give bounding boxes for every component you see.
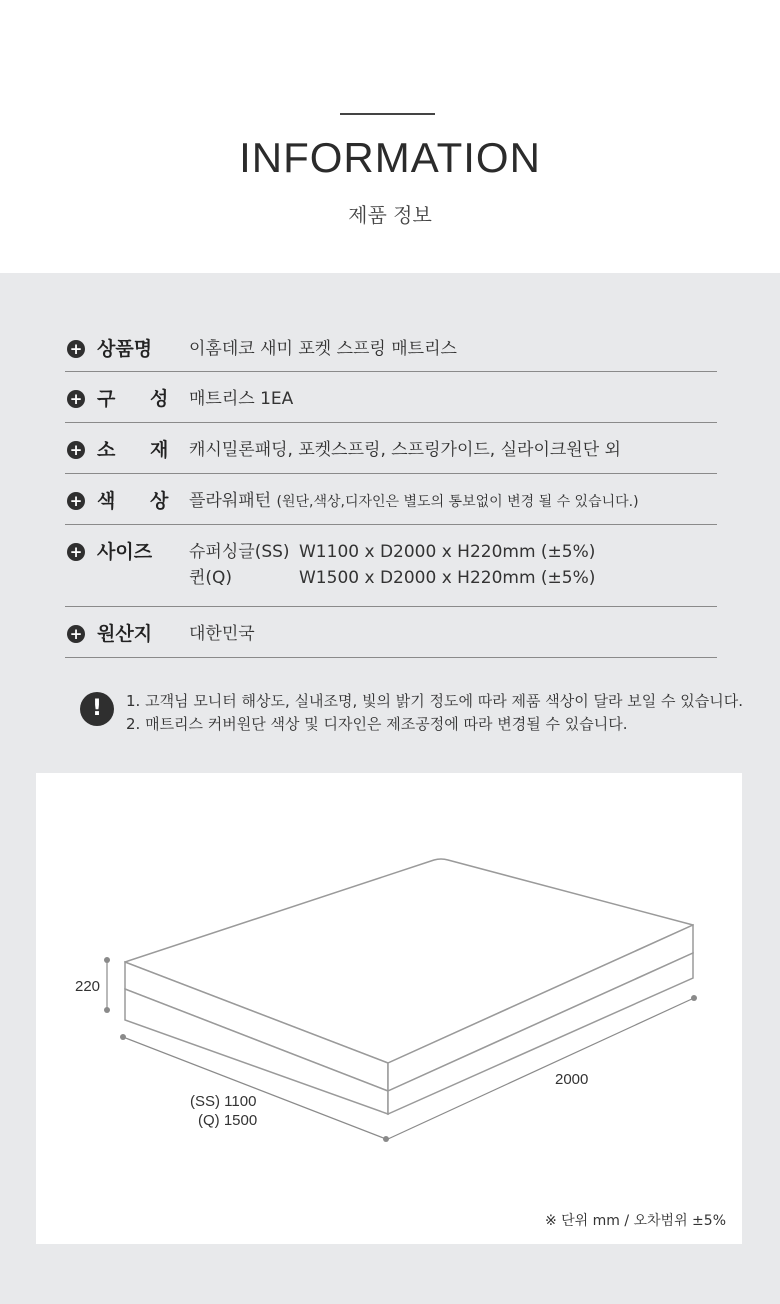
size-name: 퀸(Q) — [189, 568, 233, 588]
plus-circle-icon: + — [67, 390, 85, 408]
info-row-color — [65, 474, 717, 525]
notice-line-2: 2. 매트리스 커버원단 색상 및 디자인은 제조공정에 따라 변경될 수 있습니다. — [126, 715, 628, 733]
info-value: 캐시밀론패딩, 포켓스프링, 스프링가이드, 실라이크원단 외 — [189, 440, 621, 460]
size-dims: W1500 x D2000 x H220mm (±5%) — [299, 568, 596, 588]
info-label: 원산지 — [97, 623, 153, 645]
page-subtitle: 제품 정보 — [348, 203, 432, 227]
header-divider — [340, 113, 435, 115]
info-row-material — [65, 423, 717, 474]
mattress-dimension-diagram — [36, 773, 742, 1244]
width-label-ss: (SS) 1100 — [190, 1093, 257, 1110]
notice-lines — [126, 690, 743, 736]
plus-circle-icon: + — [67, 441, 85, 459]
info-value: 이홈데코 새미 포켓 스프링 매트리스 — [189, 339, 457, 359]
exclamation-icon: ! — [80, 692, 114, 726]
info-value: 매트리스 1EA — [189, 389, 294, 409]
width-label-q: (Q) 1500 — [198, 1112, 258, 1129]
size-dims: W1100 x D2000 x H220mm (±5%) — [299, 542, 596, 562]
notice-line-1: 1. 고객님 모니터 해상도, 실내조명, 빛의 밝기 정도에 따라 제품 색상이 달라 보일 수 있습니다. — [126, 692, 744, 710]
info-row-composition — [65, 372, 717, 423]
color-value: 플라워패턴 — [189, 491, 272, 511]
plus-circle-icon: + — [67, 543, 85, 561]
info-label: 색 상 — [97, 490, 183, 512]
plus-circle-icon: + — [67, 625, 85, 643]
size-name: 슈퍼싱글(SS) — [189, 542, 290, 562]
info-label: 사이즈 — [97, 541, 153, 563]
info-row-origin — [65, 607, 717, 658]
height-label: 220 — [75, 978, 101, 995]
size-line-q — [189, 565, 595, 591]
info-label: 상품명 — [97, 338, 153, 360]
product-info-table — [65, 322, 717, 658]
size-line-ss — [189, 539, 595, 565]
header-section — [0, 0, 780, 273]
depth-label: 2000 — [555, 1071, 589, 1088]
info-label: 구 성 — [97, 388, 183, 410]
info-row-size — [65, 525, 717, 607]
mattress-illustration — [36, 773, 742, 1244]
page-title: INFORMATION — [239, 134, 541, 181]
info-row-product-name — [65, 322, 717, 372]
color-note: (원단,색상,디자인은 별도의 통보없이 변경 될 수 있습니다.) — [276, 494, 639, 510]
plus-circle-icon: + — [67, 492, 85, 510]
unit-note: ※ 단위 mm / 오차범위 ±5% — [544, 1213, 726, 1229]
size-list — [189, 539, 595, 591]
info-value — [189, 488, 639, 515]
info-label: 소 재 — [97, 439, 183, 461]
info-value: 대한민국 — [189, 624, 255, 644]
plus-circle-icon: + — [67, 340, 85, 358]
